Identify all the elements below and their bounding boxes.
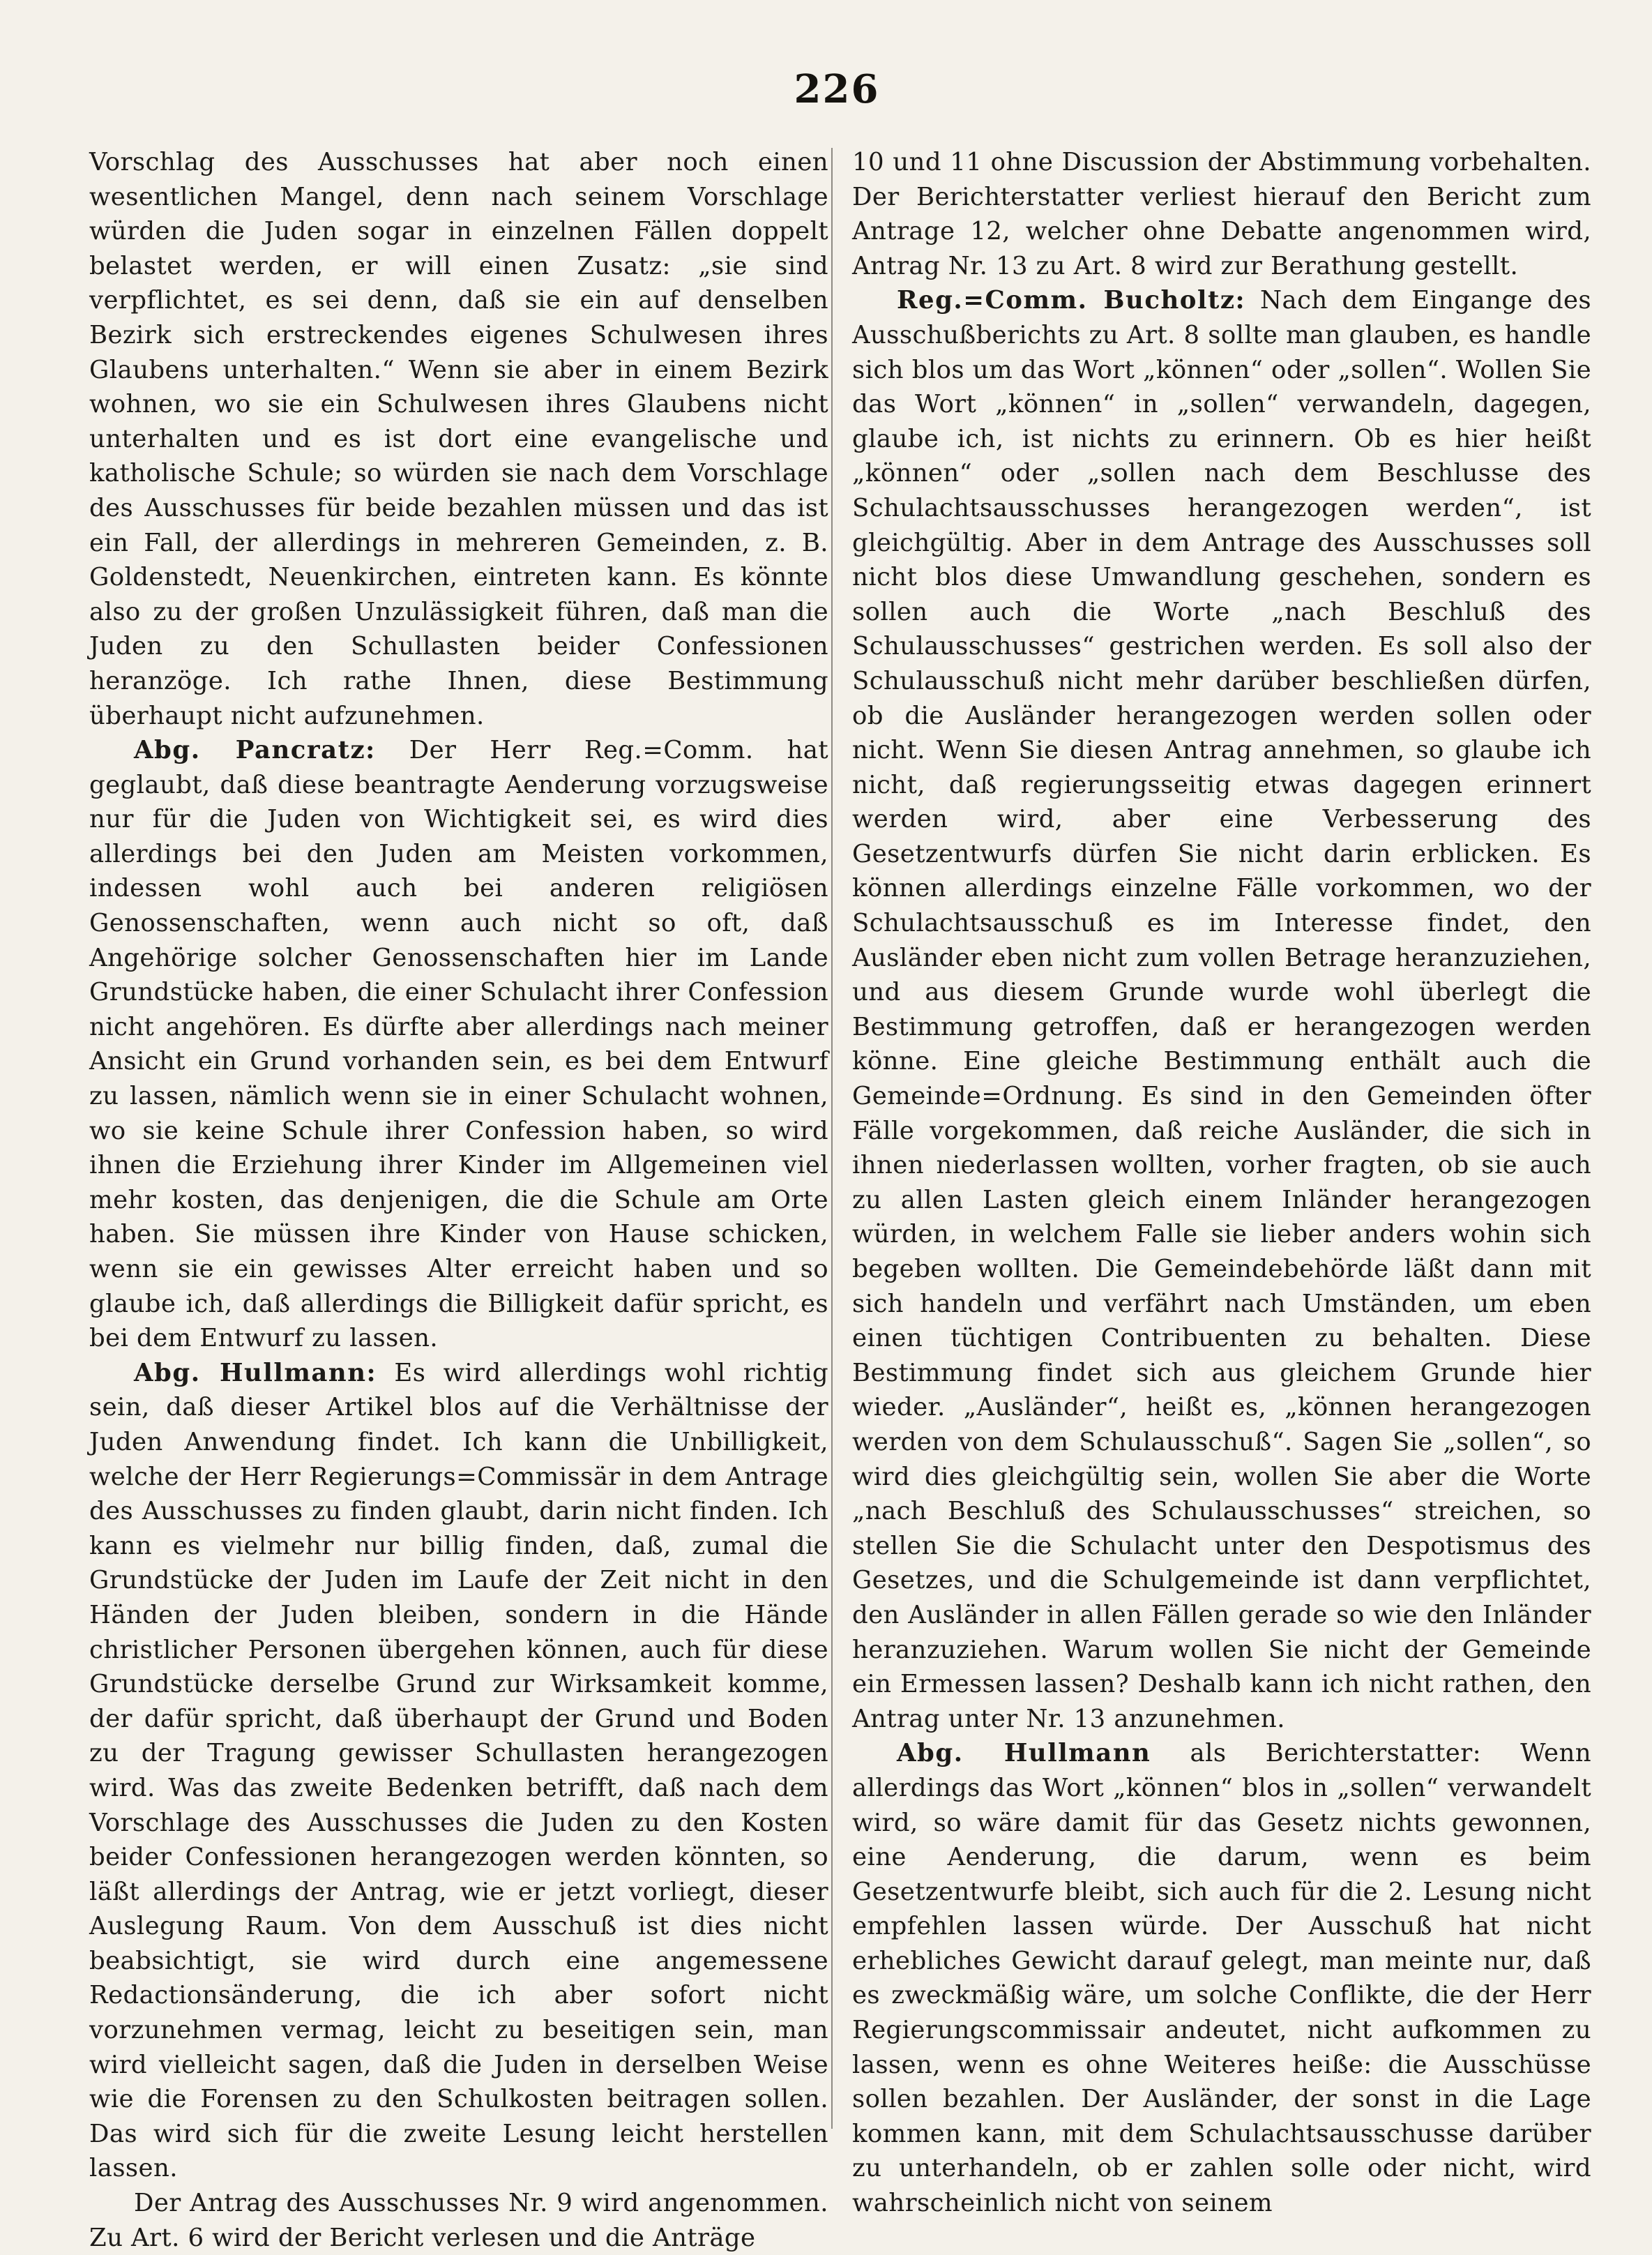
paragraph	[89, 145, 828, 733]
right-column	[852, 145, 1591, 2221]
paragraph	[89, 733, 828, 1356]
paragraph	[852, 145, 1591, 283]
paragraph	[852, 1736, 1591, 2220]
column-divider	[831, 148, 833, 2129]
speaker-name: Abg. Pancratz:	[134, 736, 376, 765]
paragraph	[852, 283, 1591, 1736]
paragraph-text: Es wird allerdings wohl richtig sein, daß dieser Artikel blos auf die Verhältnisse der Juden Anwendung findet. Ich kann die Unbilligkeit, welche der Herr Regierungs=Commissär in dem Antrage des Ausschusses zu finden glaubt, darin nicht finden. Ich kann es vielmehr nur billig finden, daß, zumal die Grundstücke der Juden im Laufe der Zeit nicht in den Händen der Juden bleiben, sondern in die Hände christlicher Personen übergehen können, auch für diese Grundstücke derselbe Grund zur Wirksamkeit komme, der dafür spricht, daß überhaupt der Grund und Boden zu der Tragung gewisser Schullasten herangezogen wird. Was das zweite Bedenken betrifft, daß nach dem Vorschlage des Ausschusses die Juden zu den Kosten beider Confessionen herangezogen werden könnten, so läßt allerdings der Antrag, wie er jetzt vorliegt, dieser Auslegung Raum. Von dem Ausschuß ist dies nicht beabsichtigt, sie wird durch eine angemessene Redactionsänderung, die ich aber sofort nicht vorzunehmen vermag, leicht zu beseitigen sein, man wird vielleicht sagen, daß die Juden in derselben Weise wie die Forensen zu den Schulkosten beitragen sollen. Das wird sich für die zweite Lesung leicht herstellen lassen.	[89, 1358, 828, 2183]
paragraph	[89, 2186, 828, 2255]
speaker-name: Abg. Hullmann	[897, 1739, 1151, 1768]
paragraph-text: Der Herr Reg.=Comm. hat geglaubt, daß diese beantragte Aenderung vorzugsweise nur für die Juden von Wichtigkeit sei, es wird dies allerdings bei den Juden am Meisten vorkommen, indessen wohl auch bei anderen religiösen Genossenschaften, wenn auch nicht so oft, daß Angehörige solcher Genossenschaften hier im Lande Grundstücke haben, die einer Schulacht ihrer Confession nicht angehören. Es dürfte aber allerdings nach meiner Ansicht ein Grund vorhanden sein, es bei dem Entwurf zu lassen, nämlich wenn sie in einer Schulacht wohnen, wo sie keine Schule ihrer Confession haben, so wird ihnen die Erziehung ihrer Kinder im Allgemeinen viel mehr kosten, das denjenigen, die die Schule am Orte haben. Sie müssen ihre Kinder von Hause schicken, wenn sie ein gewisses Alter erreicht haben und so glaube ich, daß allerdings die Billigkeit dafür spricht, es bei dem Entwurf zu lassen.	[89, 736, 828, 1353]
speaker-name: Reg.=Comm. Bucholtz:	[897, 286, 1246, 315]
paragraph-text: 10 und 11 ohne Discussion der Abstimmung vorbehalten. Der Berichterstatter verliest hierauf den Bericht zum Antrage 12, welcher ohne Debatte angenommen wird, Antrag Nr. 13 zu Art. 8 wird zur Berathung gestellt.	[852, 148, 1591, 280]
paragraph-text: Nach dem Eingange des Ausschußberichts zu Art. 8 sollte man glauben, es handle sich blos um das Wort „können“ oder „sollen“. Wollen Sie das Wort „können“ in „sollen“ verwandeln, dagegen, glaube ich, ist nichts zu erinnern. Ob es hier heißt „können“ oder „sollen nach dem Beschlusse des Schulachtsausschusses herangezogen werden“, ist gleichgültig. Aber in dem Antrage des Ausschusses soll nicht blos diese Umwandlung geschehen, sondern es sollen auch die Worte „nach Beschluß des Schulausschusses“ gestrichen werden. Es soll also der Schulausschuß nicht mehr darüber beschließen dürfen, ob die Ausländer herangezogen werden sollen oder nicht. Wenn Sie diesen Antrag annehmen, so glaube ich nicht, daß regierungsseitig etwas dagegen erinnert werden wird, aber eine Verbesserung des Gesetzentwurfs dürfen Sie nicht darin erblicken. Es können allerdings einzelne Fälle vorkommen, wo der Schulachtsausschuß es im Interesse findet, den Ausländer eben nicht zum vollen Betrage heranzuziehen, und aus diesem Grunde wurde wohl überlegt die Bestimmung getroffen, daß er herangezogen werden könne. Eine gleiche Bestimmung enthält auch die Gemeinde=Ordnung. Es sind in den Gemeinden öfter Fälle vorgekommen, daß reiche Ausländer, die sich in ihnen niederlassen wollten, vorher fragten, ob sie auch zu allen Lasten gleich einem Inländer herangezogen würden, in welchem Falle sie lieber anders wohin sich begeben wollten. Die Gemeindebehörde läßt dann mit sich handeln und verfährt nach Umständen, um eben einen tüchtigen Contribuenten zu behalten. Diese Bestimmung findet sich aus gleichem Grunde hier wieder. „Ausländer“, heißt es, „können herangezogen werden von dem Schulausschuß“. Sagen Sie „sollen“, so wird dies gleichgültig sein, wollen Sie aber die Worte „nach Beschluß des Schulausschusses“ streichen, so stellen Sie die Schulacht unter den Despotismus des Gesetzes, und die Schulgemeinde ist dann verpflichtet, den Ausländer in allen Fällen gerade so wie den Inländer heranzuziehen. Warum wollen Sie nicht der Gemeinde ein Ermessen lassen? Deshalb kann ich nicht rathen, den Antrag unter Nr. 13 anzunehmen.	[852, 286, 1591, 1733]
page-number: 226	[794, 66, 880, 112]
paragraph	[89, 1356, 828, 2186]
paragraph-text: Vorschlag des Ausschusses hat aber noch einen wesentlichen Mangel, denn nach seinem Vorschlage würden die Juden sogar in einzelnen Fällen doppelt belastet werden, er will einen Zusatz: „sie sind verpflichtet, es sei denn, daß sie ein auf denselben Bezirk sich erstreckendes eigenes Schulwesen ihres Glaubens unterhalten.“ Wenn sie aber in einem Bezirk wohnen, wo sie ein Schulwesen ihres Glaubens nicht unterhalten und es ist dort eine evangelische und katholische Schule; so würden sie nach dem Vorschlage des Ausschusses für beide bezahlen müssen und das ist ein Fall, der allerdings in mehreren Gemeinden, z. B. Goldenstedt, Neuenkirchen, eintreten kann. Es könnte also zu der großen Unzulässigkeit führen, daß man die Juden zu den Schullasten beider Confessionen heranzöge. Ich rathe Ihnen, diese Bestimmung überhaupt nicht aufzunehmen.	[89, 148, 828, 730]
left-column	[89, 145, 828, 2255]
paragraph-text: Der Antrag des Ausschusses Nr. 9 wird angenommen. Zu Art. 6 wird der Bericht verlesen und die Anträge	[89, 2189, 828, 2252]
paragraph-text: als Berichterstatter: Wenn allerdings das Wort „können“ blos in „sollen“ verwandelt wird, so wäre damit für das Gesetz nichts gewonnen, eine Aenderung, die darum, wenn es beim Gesetzentwurfe bleibt, sich auch für die 2. Lesung nicht empfehlen lassen würde. Der Ausschuß hat nicht erhebliches Gewicht darauf gelegt, man meinte nur, daß es zweckmäßig wäre, um solche Conflikte, die der Herr Regierungscommissair andeutet, nicht aufkommen zu lassen, wenn es ohne Weiteres heiße: die Ausschüsse sollen bezahlen. Der Ausländer, der sonst in die Lage kommen kann, mit dem Schulachtsausschusse darüber zu unterhandeln, ob er zahlen solle oder nicht, wird wahrscheinlich nicht von seinem	[852, 1739, 1591, 2218]
speaker-name: Abg. Hullmann:	[134, 1358, 377, 1387]
